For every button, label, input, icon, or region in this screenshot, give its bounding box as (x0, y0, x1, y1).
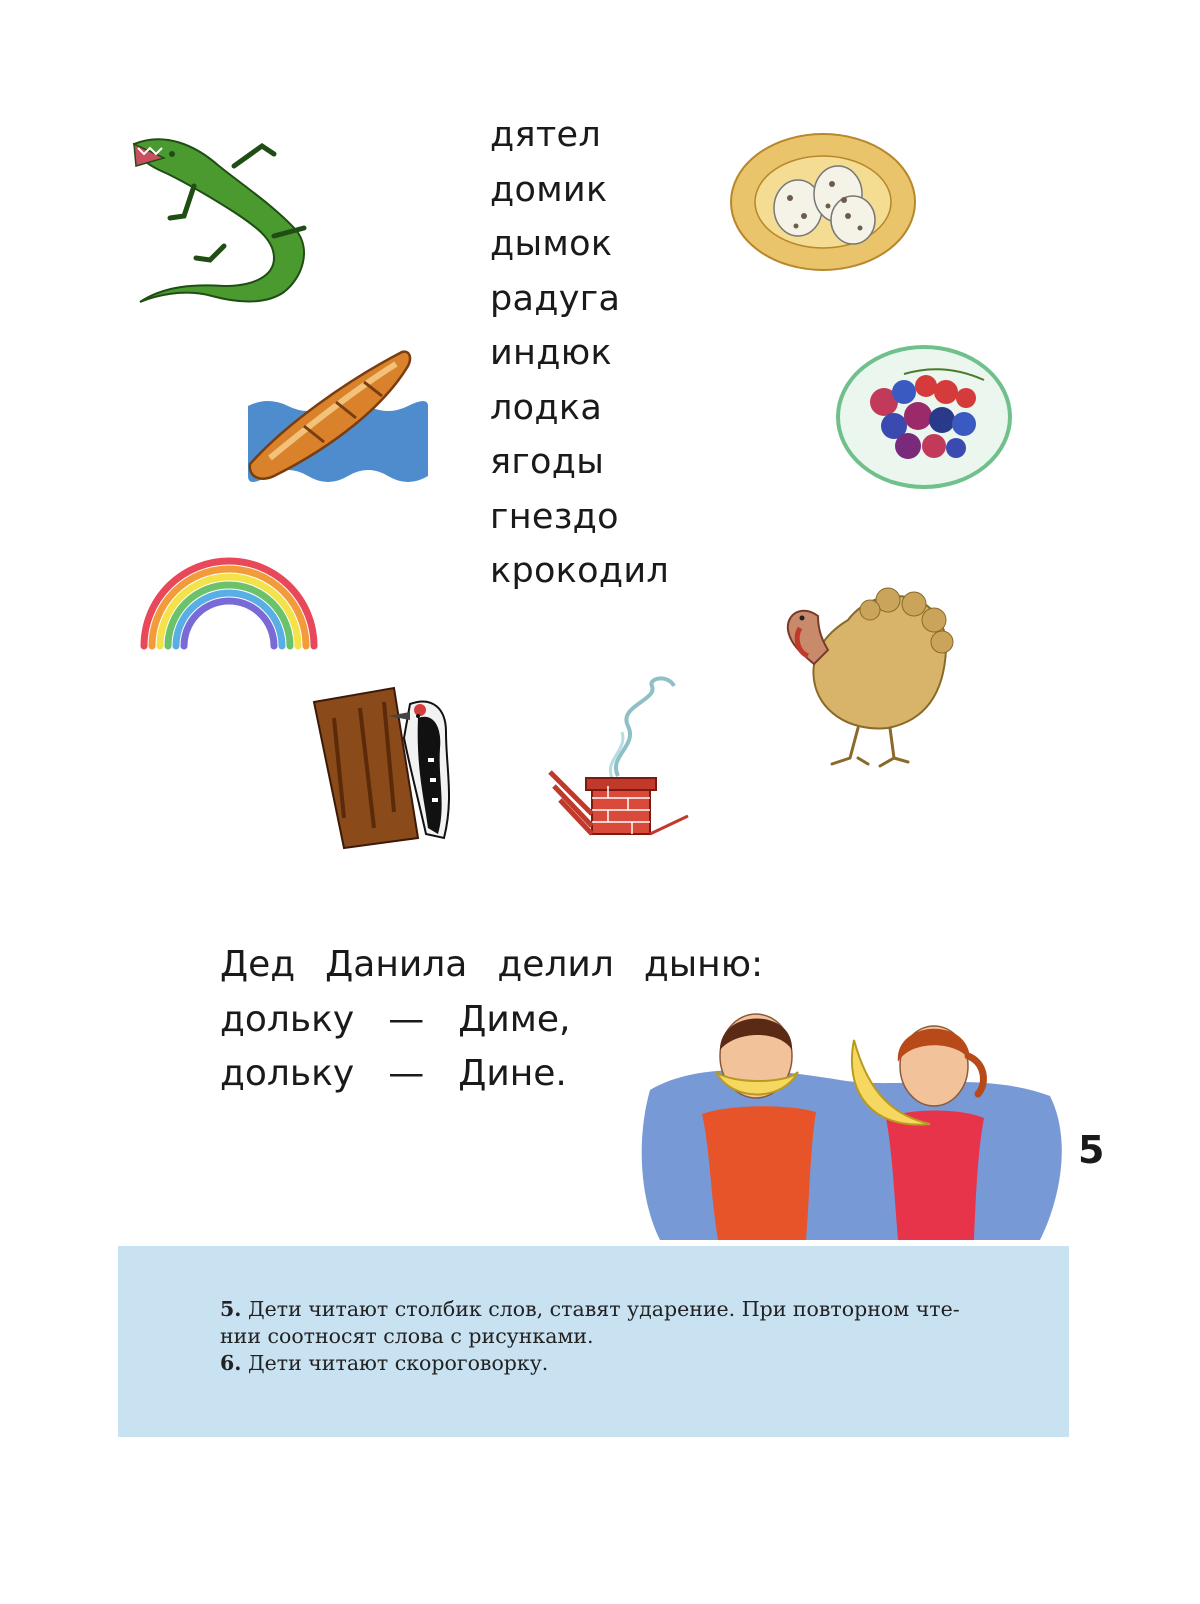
twister-word: Дед (220, 944, 296, 985)
note-5-line-1 (220, 1296, 980, 1323)
twister-line-3 (220, 1047, 763, 1102)
teacher-note-box (118, 1246, 1069, 1437)
note-6-number: 6. (220, 1351, 242, 1375)
twister-dash: — (388, 1053, 425, 1094)
note-5-line-2: нии соотносят слова с рисунками. (220, 1324, 594, 1348)
note-5-text: Дети читают столбик слов, ставят ударение. При повторном чте- (247, 1297, 960, 1321)
woodpecker-illustration (314, 688, 460, 848)
word-item: лодка (490, 387, 603, 428)
boat-illustration (244, 346, 432, 496)
twister-word: делил (497, 944, 614, 985)
twister-word: дыню: (643, 944, 764, 985)
note-6-text: Дети читают скороговорку. (247, 1351, 549, 1375)
rainbow-illustration (138, 554, 320, 650)
crocodile-illustration (124, 126, 324, 316)
twister-dash: — (388, 998, 425, 1040)
teacher-note-text (220, 1296, 980, 1377)
tongue-twister (220, 938, 763, 1102)
twister-word: Диме, (458, 998, 571, 1040)
berries-illustration (834, 342, 1014, 492)
word-item: радуга (490, 278, 621, 319)
word-item: ягоды (490, 442, 605, 482)
word-item: крокодил (490, 551, 670, 591)
word-item: гнездо (490, 496, 619, 537)
word-item: индюк (490, 333, 612, 373)
twister-line-2 (220, 993, 763, 1048)
word-item: дымок (490, 224, 613, 264)
twister-line-1 (220, 938, 763, 993)
word-list (490, 108, 669, 599)
note-5-number: 5. (220, 1297, 242, 1321)
page-number: 5 (1078, 1128, 1105, 1172)
turkey-illustration (778, 580, 954, 768)
nest-illustration (728, 128, 918, 276)
word-item: дятел (490, 115, 602, 155)
note-6 (220, 1350, 980, 1377)
twister-word: дольку (220, 1053, 355, 1094)
word-item: домик (490, 169, 608, 210)
twister-word: Данила (325, 944, 468, 985)
twister-word: Дине. (458, 1053, 567, 1094)
twister-word: дольку (220, 998, 355, 1040)
chimney-smoke-illustration (548, 676, 700, 846)
